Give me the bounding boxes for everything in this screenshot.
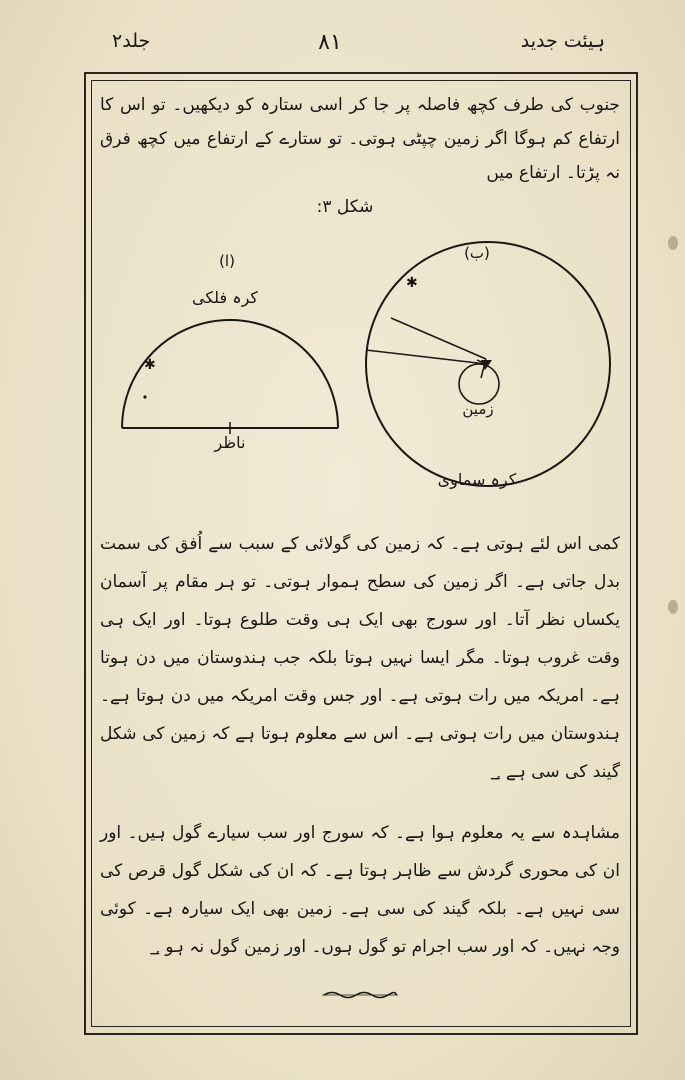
sight-line-2: [366, 350, 486, 364]
observer-label: ناظر: [214, 433, 246, 452]
figure-label-a: (ا): [219, 252, 235, 270]
star-marker-a: ✱: [144, 357, 156, 373]
binding-hole: [668, 236, 678, 250]
star-marker-b: ✱: [406, 275, 418, 291]
binding-hole: [668, 600, 678, 614]
paragraph-3: مشاہدہ سے یہ معلوم ہوا ہے۔ کہ سورج اور سب سیارے گول ہیں۔ اور ان کی محوری گردش سے ظاہر ہوتا ہے۔ کہ ان کی شکل گول قرص کی سی نہیں ہے۔ بلکہ گیند کی سی ہے۔ زمین بھی ایک سیارہ ہے۔ کوئی وجہ نہیں۔ کہ اور سب اجرام تو گول ہوں۔ اور زمین گول نہ ہو ؀: [100, 823, 620, 957]
paragraph-2: کمی اس لئے ہوتی ہے۔ کہ زمین کی گولائی کے سبب سے اُفق کی سمت بدل جاتی ہے۔ اگر زمین کی سطح ہموار ہوتی۔ تو ہر مقام پر آسمان یکساں نظر آتا۔ اور سورج بھی ایک ہی وقت طلوع ہوتا۔ اور ایک ہی وقت غروب ہوتا۔ مگر ایسا نہیں ہوتا بلکہ جب ہندوستان میں دن ہوتا ہے۔ امریکہ میں رات ہوتی ہے۔ اور جس وقت امریکہ میں دن ہوتا ہے۔ ہندوستان میں رات ہوتی ہے۔ اس سے معلوم ہوتا ہے کہ زمین کی شکل گیند کی سی ہے ؀: [100, 534, 620, 782]
earth-circle: [459, 364, 499, 404]
end-ornament: [320, 988, 400, 1002]
figure-diagram: [100, 232, 620, 517]
page-number: ۸۱: [318, 30, 342, 55]
celestial-sphere-label-b: کرہ سماوی: [437, 470, 517, 489]
running-title: ہیئت جدید: [520, 30, 605, 52]
celestial-hemisphere-arc: [122, 320, 338, 428]
figure-title: شکل ۳:: [316, 197, 374, 217]
paragraph-1: جنوب کی طرف کچھ فاصلہ پر جا کر اسی ستارہ کو دیکھیں۔ تو اس کا ارتفاع کم ہوگا اگر زمین چپٹی ہوتی۔ تو ستارے کے ارتفاع میں کچھ فرق نہ پڑتا۔ ارتفاع میں: [100, 95, 620, 183]
earth-label: زمین: [462, 400, 494, 418]
figure-label-b: (ب): [464, 244, 490, 262]
sight-line-1: [391, 318, 486, 359]
dot-marker: [143, 395, 146, 398]
volume-label: جلد۲: [112, 30, 151, 52]
celestial-sphere-label-a: کرہ فلکی: [191, 288, 259, 307]
